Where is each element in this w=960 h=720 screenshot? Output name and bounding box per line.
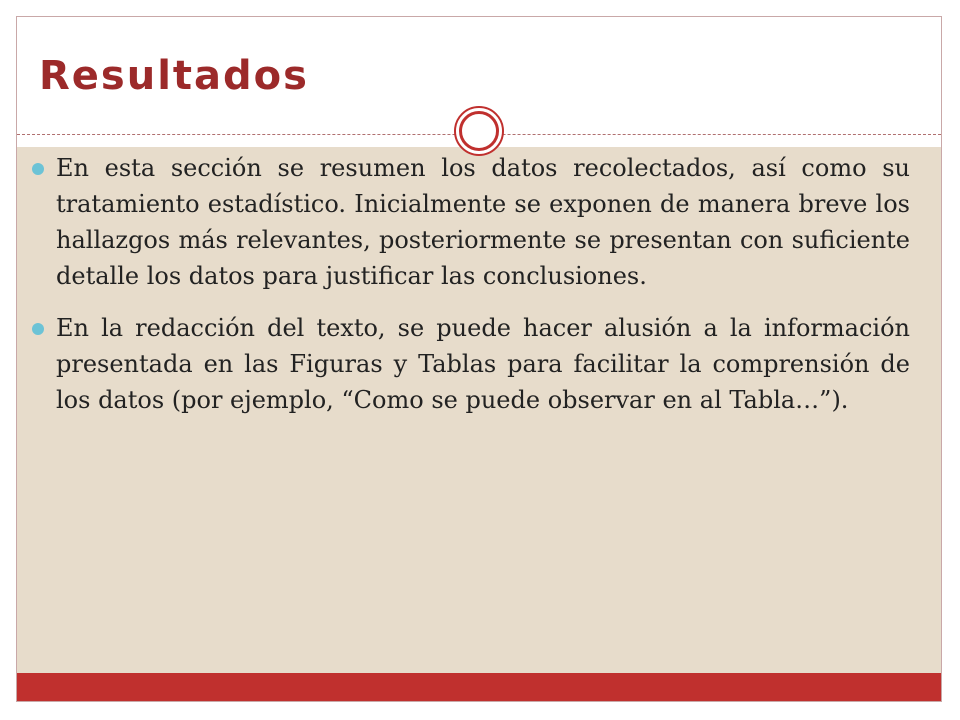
bullet-text: En esta sección se resumen los datos recolectados, así como su tratamiento estadístico. Inicialmente se exponen de manera breve los hallazgos más relevantes, posteriormente se presentan con suficiente detalle los datos para justificar las conclusiones. [56,154,910,290]
bottom-accent-bar [17,673,941,701]
bullet-dot-icon [32,323,44,335]
ring-ornament-icon [454,106,504,156]
bullet-dot-icon [32,163,44,175]
slide-title: Resultados [39,53,309,99]
bullet-text: En la redacción del texto, se puede hacer alusión a la información presentada en las Figuras y Tablas para facilitar la comprensión de los datos (por ejemplo, “Como se puede observar en al Tabla…”). [56,314,910,414]
bullet-item [30,310,910,418]
bullet-list [30,150,910,434]
bullet-item [30,150,910,294]
